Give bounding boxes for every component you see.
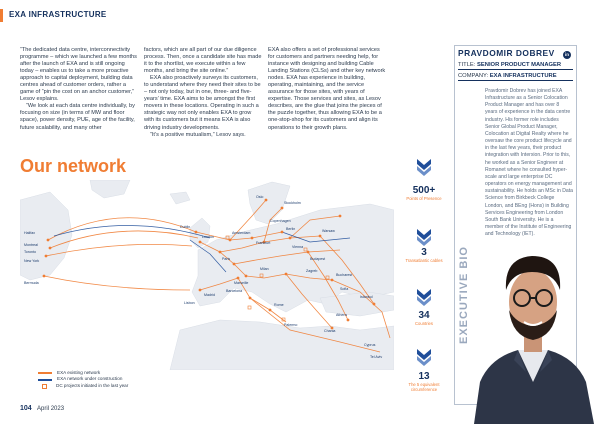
- paragraph: factors, which are all part of our due diligence process. Then, once a candidate site has made it to the shortlist, we execute within a few months, and bring the site online.”: [144, 47, 262, 75]
- section-title: EXA INFRASTRUCTURE: [9, 10, 107, 19]
- map-label: Palermo: [284, 323, 298, 327]
- map-label: Halifax: [24, 231, 35, 235]
- executive-bio-label: EXECUTIVE BIO: [458, 246, 470, 344]
- map-label: Cyprus: [364, 343, 376, 347]
- map-label: New York: [24, 259, 40, 263]
- chevron-down-icon: [414, 286, 434, 306]
- bio-text: Pravdomir Dobrev has joined EXA Infrastructure as a Senior Colocation Product Manager and has over 8 years of experience in the data centre industry. His former role includes Senior Global Product Manager, Colocation at Digital Realty where he oversaw the core product lifecycle and in the last few years, their product integration with Interxion. Prior to this, he worked as a Senior Engineer at Romanet where he consulted hyper-scale and large enterprise DC operators on energy management and sustainability. He holds an MSc in Data Science from Birkbeck College London, and BEng (Hons) in Building Services Engineering from London South Bank University. He is a member of the Institute of Engineering and Technology (IET).: [485, 88, 573, 238]
- stat-label: Points of Presence: [406, 196, 442, 201]
- stat-value: 500+: [412, 185, 436, 196]
- stats-column: [398, 158, 450, 408]
- map-label: Athens: [336, 313, 348, 317]
- portrait-photo: [466, 232, 600, 424]
- map-label: Sofia: [340, 287, 349, 291]
- stat-value: 3: [421, 247, 427, 258]
- map-label: Marseille: [234, 281, 249, 285]
- map-label: Copenhagen: [270, 219, 291, 223]
- stat-label: The 5 equivalent circumference: [408, 382, 440, 392]
- bio-title-row: [458, 62, 573, 70]
- bio-title-value: SENIOR PRODUCT MANAGER: [477, 62, 562, 68]
- map-title: Our network: [20, 156, 127, 176]
- map-label: Madrid: [204, 293, 215, 297]
- bio-company-row: [458, 73, 573, 81]
- map-label: Chania: [324, 329, 336, 333]
- stat-value: 34: [418, 310, 430, 321]
- greenland: [90, 180, 130, 198]
- stat-label: Transatlantic cables: [405, 258, 443, 263]
- map-label: Stockholm: [284, 201, 301, 205]
- map-label: Tel Aviv: [370, 355, 383, 359]
- chevron-down-icon: [414, 346, 434, 366]
- map-label: Amsterdam: [232, 231, 251, 235]
- paragraph: “It’s a positive mutualism,” Lesov says.: [150, 131, 246, 138]
- bio-title-label: TITLE:: [458, 62, 476, 68]
- square-marker-icon: [42, 384, 47, 389]
- iceland: [170, 192, 190, 204]
- legend-dc: DC projects initiated in the last year: [38, 383, 128, 389]
- map-legend: [38, 370, 128, 389]
- orange-line-icon: [38, 372, 52, 374]
- map-label: Oslo: [256, 195, 264, 199]
- map-label: Vienna: [292, 245, 304, 249]
- map-label: Frankfurt: [256, 241, 271, 245]
- map-label: Budapest: [310, 257, 326, 261]
- map-label: London: [202, 235, 214, 239]
- bio-company-value: EXA INFRASTRUCTURE: [489, 73, 557, 79]
- paragraph: EXA also proactively surveys its customers, to understand where they need their sites to be – not only today, but in one, three- and five-years’ time. EXA aims to be amongst the first movers in these locations. Operating in such a strategic way not only enables EXA to grow with its customers but it means EXA is also driving industry developments.: [144, 75, 261, 131]
- stat-value: 13: [418, 371, 430, 382]
- paragraph: EXA also offers a set of professional services for customers and partners needing help, for instance with designing and building Cable Landing Stations (CLSs) and other key network nodes. EXA has experience in building, operating, maintaining, and the service assurance for those sites, with years of expertise. Those services and sites, as Lesov describes, are the glue that joins the pieces of the puzzle together, thus allowing EXA to be a one-stop-shop for its customers and align its operations to their growth plans.: [268, 47, 386, 131]
- stat-label: Countries: [415, 321, 433, 326]
- legend-existing: EXA existing network: [38, 370, 128, 376]
- map-label: Bucharest: [336, 273, 353, 277]
- map-label: Montreal: [24, 243, 38, 247]
- network-map: [20, 180, 394, 370]
- map-label: Bermuda: [24, 281, 39, 285]
- bio-name: PRAVDOMIR DOBREV: [458, 48, 555, 58]
- map-label: Paris: [222, 257, 231, 261]
- page-footer: [20, 405, 64, 412]
- map-label: Zagreb: [306, 269, 318, 273]
- paragraph: “We look at each data centre individually, by focusing on size (in terms of MW and floor space), power density, PUE, age of the facility, future scalability, and many other: [20, 103, 135, 131]
- linkedin-icon[interactable]: in: [565, 52, 569, 57]
- map-label: Istanbul: [360, 295, 373, 299]
- chevron-down-icon: [414, 156, 434, 176]
- header-accent-bar: [0, 9, 3, 22]
- section-header: [0, 9, 600, 22]
- blue-line-icon: [38, 379, 52, 381]
- map-label: Barcelona: [226, 289, 243, 293]
- north-america: [20, 192, 72, 280]
- map-label: Lisbon: [184, 301, 195, 305]
- article-column-1: [20, 47, 138, 132]
- map-label: Warsaw: [322, 229, 335, 233]
- article-column-2: [144, 47, 262, 139]
- issue-date: April 2023: [37, 406, 65, 412]
- map-label: Dublin: [180, 225, 191, 229]
- map-label: Rome: [274, 303, 284, 307]
- chevron-down-icon: [414, 226, 434, 246]
- map-label: Toronto: [24, 250, 36, 254]
- map-label: Milan: [260, 267, 269, 271]
- article-column-3: [268, 47, 386, 132]
- bio-company-label: COMPANY:: [458, 73, 489, 79]
- legend-construction: EXA network under construction: [38, 376, 128, 382]
- paragraph: “The dedicated data centre, interconnectivity programme – which we launched a few months after the launch of EXA and is still ongoing today – enables us to take a more proactive approach to capital deployment, building data centres ahead of customer orders, rather a game of “pin the cost on an anchor customer,” Lesov explains.: [20, 47, 137, 103]
- africa: [170, 320, 394, 370]
- page-number: 104: [20, 405, 32, 412]
- map-label: Berlin: [286, 227, 296, 231]
